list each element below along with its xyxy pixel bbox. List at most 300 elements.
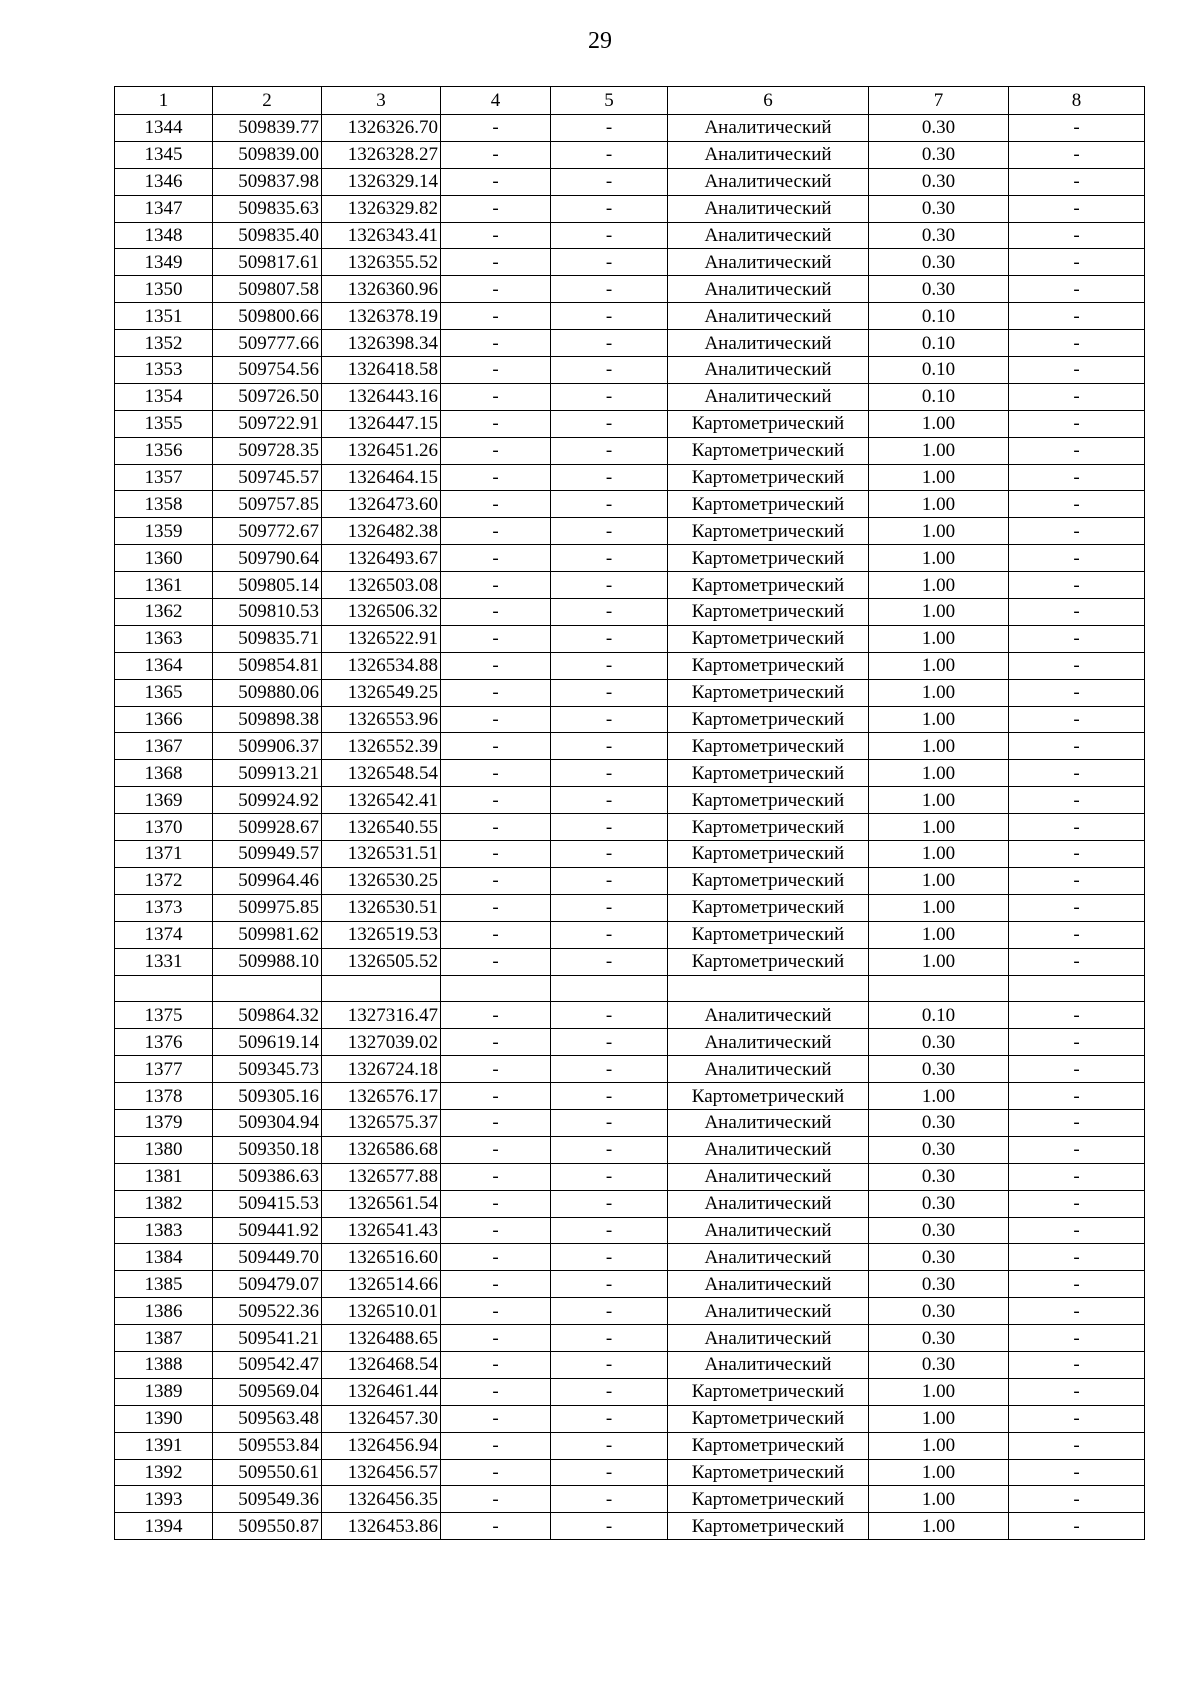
table-cell: - <box>1009 276 1145 303</box>
table-row <box>115 948 1145 975</box>
table-cell: - <box>551 733 668 760</box>
table-cell: 1326506.32 <box>322 599 441 626</box>
table-cell: 1381 <box>115 1163 213 1190</box>
table-cell: - <box>441 1325 551 1352</box>
table-cell: Картометрический <box>668 652 869 679</box>
table-cell: - <box>551 679 668 706</box>
table-cell: - <box>1009 894 1145 921</box>
table-cell: 0.30 <box>869 1351 1009 1378</box>
table-cell: - <box>441 572 551 599</box>
table-row <box>115 1459 1145 1486</box>
table-cell: - <box>1009 1486 1145 1513</box>
table-cell: Картометрический <box>668 921 869 948</box>
table-row <box>115 249 1145 276</box>
table-cell: - <box>441 625 551 652</box>
table-cell: 1363 <box>115 625 213 652</box>
table-row <box>115 1271 1145 1298</box>
table-cell: 1369 <box>115 787 213 814</box>
table-cell: - <box>441 1056 551 1083</box>
table-cell: 509304.94 <box>213 1109 322 1136</box>
table-cell: 1379 <box>115 1109 213 1136</box>
table-cell: Картометрический <box>668 572 869 599</box>
table-cell: - <box>441 383 551 410</box>
table-cell: - <box>551 1217 668 1244</box>
table-cell: - <box>1009 437 1145 464</box>
table-cell: Картометрический <box>668 733 869 760</box>
table-cell: 1345 <box>115 141 213 168</box>
table-cell: 509563.48 <box>213 1405 322 1432</box>
table-cell: - <box>441 760 551 787</box>
table-cell: 1344 <box>115 115 213 142</box>
table-cell: 1349 <box>115 249 213 276</box>
table-cell: 1.00 <box>869 491 1009 518</box>
table-cell: 1371 <box>115 841 213 868</box>
table-cell: 0.30 <box>869 195 1009 222</box>
table-cell: 1391 <box>115 1432 213 1459</box>
table-cell: 509345.73 <box>213 1056 322 1083</box>
table-row <box>115 1244 1145 1271</box>
table-cell: 1326457.30 <box>322 1405 441 1432</box>
table-cell: - <box>1009 1109 1145 1136</box>
table-row <box>115 1432 1145 1459</box>
column-header: 7 <box>869 87 1009 115</box>
table-cell: - <box>441 867 551 894</box>
table-cell: - <box>441 491 551 518</box>
column-header: 4 <box>441 87 551 115</box>
table-cell: - <box>1009 921 1145 948</box>
table-cell: Аналитический <box>668 1002 869 1029</box>
table-cell: 509817.61 <box>213 249 322 276</box>
table-row <box>115 652 1145 679</box>
table-cell: - <box>551 518 668 545</box>
table-cell: - <box>551 921 668 948</box>
table-cell: - <box>441 1190 551 1217</box>
table-cell: 509542.47 <box>213 1351 322 1378</box>
table-cell: Картометрический <box>668 1378 869 1405</box>
table-cell: 1326519.53 <box>322 921 441 948</box>
table-cell: - <box>551 545 668 572</box>
table-cell: 1357 <box>115 464 213 491</box>
table-cell: 509805.14 <box>213 572 322 599</box>
table-cell: - <box>1009 1163 1145 1190</box>
table-cell: - <box>1009 222 1145 249</box>
table-cell: 1387 <box>115 1325 213 1352</box>
table-row <box>115 168 1145 195</box>
table-row <box>115 894 1145 921</box>
table-cell: 509550.87 <box>213 1513 322 1540</box>
table-cell: 1.00 <box>869 652 1009 679</box>
table-cell: 1360 <box>115 545 213 572</box>
table-cell: 1326576.17 <box>322 1083 441 1110</box>
table-cell: 1394 <box>115 1513 213 1540</box>
table-cell: 1377 <box>115 1056 213 1083</box>
table-cell: Картометрический <box>668 437 869 464</box>
table-row <box>115 1002 1145 1029</box>
table-cell: - <box>1009 652 1145 679</box>
table-cell: 1326549.25 <box>322 679 441 706</box>
coordinates-table <box>114 86 1145 1540</box>
table-cell: 509549.36 <box>213 1486 322 1513</box>
table-cell: - <box>1009 168 1145 195</box>
table-cell: Аналитический <box>668 1029 869 1056</box>
table-cell: - <box>441 330 551 357</box>
table-cell: - <box>551 330 668 357</box>
table-cell: 509835.63 <box>213 195 322 222</box>
table-cell: - <box>1009 249 1145 276</box>
table-cell: 509898.38 <box>213 706 322 733</box>
table-row <box>115 867 1145 894</box>
table-cell: 509800.66 <box>213 303 322 330</box>
table-cell: 509777.66 <box>213 330 322 357</box>
table-cell: - <box>441 787 551 814</box>
table-cell: 509569.04 <box>213 1378 322 1405</box>
table-cell: - <box>551 760 668 787</box>
table-cell: 509386.63 <box>213 1163 322 1190</box>
table-cell: 1326586.68 <box>322 1136 441 1163</box>
table-cell: - <box>551 599 668 626</box>
table-cell: - <box>441 1459 551 1486</box>
table-cell: 1346 <box>115 168 213 195</box>
table-cell: 1326343.41 <box>322 222 441 249</box>
table-cell: 1.00 <box>869 894 1009 921</box>
table-cell: 509772.67 <box>213 518 322 545</box>
table-header-row <box>115 87 1145 115</box>
table-cell: - <box>551 652 668 679</box>
table-cell: - <box>1009 706 1145 733</box>
table-row <box>115 814 1145 841</box>
table-cell: - <box>551 1459 668 1486</box>
table-cell: 1373 <box>115 894 213 921</box>
table-cell: 509541.21 <box>213 1325 322 1352</box>
table-cell: 509906.37 <box>213 733 322 760</box>
table-row <box>115 1405 1145 1432</box>
table-cell: Аналитический <box>668 1056 869 1083</box>
table-cell: 1386 <box>115 1298 213 1325</box>
table-cell: 509745.57 <box>213 464 322 491</box>
table-cell: 0.30 <box>869 249 1009 276</box>
table-cell: - <box>1009 357 1145 384</box>
table-cell: - <box>1009 1190 1145 1217</box>
table-cell: - <box>441 1351 551 1378</box>
table-cell: 0.30 <box>869 1190 1009 1217</box>
table-cell: 0.30 <box>869 168 1009 195</box>
table-cell: 1385 <box>115 1271 213 1298</box>
table-cell: - <box>1009 491 1145 518</box>
table-cell: 1.00 <box>869 464 1009 491</box>
table-cell: 1326329.14 <box>322 168 441 195</box>
table-cell: - <box>551 437 668 464</box>
table-cell: Аналитический <box>668 1271 869 1298</box>
table-cell: - <box>441 1029 551 1056</box>
table-row <box>115 1136 1145 1163</box>
table-cell: - <box>551 276 668 303</box>
table-row <box>115 1056 1145 1083</box>
table-cell: - <box>441 1513 551 1540</box>
table-cell: Картометрический <box>668 814 869 841</box>
table-cell: - <box>551 1083 668 1110</box>
table-cell: 0.30 <box>869 1271 1009 1298</box>
table-cell: 1326488.65 <box>322 1325 441 1352</box>
table-cell: - <box>441 733 551 760</box>
table-cell: 1326531.51 <box>322 841 441 868</box>
table-cell: Аналитический <box>668 330 869 357</box>
table-row <box>115 1217 1145 1244</box>
table-cell: - <box>551 841 668 868</box>
table-cell: Аналитический <box>668 249 869 276</box>
column-header: 1 <box>115 87 213 115</box>
table-cell <box>551 975 668 1002</box>
table-cell: - <box>441 168 551 195</box>
table-cell: 1327039.02 <box>322 1029 441 1056</box>
table-cell: - <box>551 1486 668 1513</box>
table-cell: Картометрический <box>668 760 869 787</box>
table-cell: 1326542.41 <box>322 787 441 814</box>
table-cell: 1.00 <box>869 760 1009 787</box>
table-cell: - <box>441 1405 551 1432</box>
table-cell: - <box>551 464 668 491</box>
table-cell: Аналитический <box>668 357 869 384</box>
table-cell: Картометрический <box>668 948 869 975</box>
table-cell: - <box>551 1190 668 1217</box>
table-cell: 1389 <box>115 1378 213 1405</box>
table-cell: Картометрический <box>668 491 869 518</box>
table-cell: - <box>1009 841 1145 868</box>
table-cell: Картометрический <box>668 518 869 545</box>
table-cell: 1326456.35 <box>322 1486 441 1513</box>
table-cell: - <box>1009 867 1145 894</box>
table-cell: - <box>551 141 668 168</box>
table-cell: - <box>551 1163 668 1190</box>
table-cell: Картометрический <box>668 894 869 921</box>
table-cell: 1370 <box>115 814 213 841</box>
table-cell: - <box>551 787 668 814</box>
table-cell: 1326530.25 <box>322 867 441 894</box>
table-cell: - <box>1009 679 1145 706</box>
table-cell: - <box>551 1432 668 1459</box>
table-cell: - <box>551 410 668 437</box>
table-cell: 509975.85 <box>213 894 322 921</box>
table-row <box>115 841 1145 868</box>
table-cell: Картометрический <box>668 599 869 626</box>
table-cell: 1361 <box>115 572 213 599</box>
table-cell: 1.00 <box>869 733 1009 760</box>
table-cell: - <box>551 168 668 195</box>
table-cell: - <box>551 1378 668 1405</box>
table-cell: 1383 <box>115 1217 213 1244</box>
table-cell: - <box>1009 1351 1145 1378</box>
table-cell: 509981.62 <box>213 921 322 948</box>
table-cell: 1.00 <box>869 706 1009 733</box>
table-cell: - <box>441 894 551 921</box>
table-cell: - <box>441 1217 551 1244</box>
table-cell: 1326530.51 <box>322 894 441 921</box>
table-cell: - <box>1009 1325 1145 1352</box>
table-cell: - <box>551 383 668 410</box>
table-cell: - <box>1009 948 1145 975</box>
table-cell: 1350 <box>115 276 213 303</box>
table-cell: Картометрический <box>668 625 869 652</box>
table-cell: Картометрический <box>668 841 869 868</box>
table-cell: 1374 <box>115 921 213 948</box>
table-cell: - <box>551 706 668 733</box>
table-cell: - <box>1009 787 1145 814</box>
table-cell: 509728.35 <box>213 437 322 464</box>
table-cell: Картометрический <box>668 787 869 814</box>
table-row <box>115 141 1145 168</box>
table-cell: 1356 <box>115 437 213 464</box>
table-cell: 1326577.88 <box>322 1163 441 1190</box>
table-cell: 1393 <box>115 1486 213 1513</box>
table-cell: 1326548.54 <box>322 760 441 787</box>
table-cell: - <box>1009 330 1145 357</box>
table-cell: 1.00 <box>869 625 1009 652</box>
table-row <box>115 1029 1145 1056</box>
table-cell: 0.10 <box>869 383 1009 410</box>
column-header: 3 <box>322 87 441 115</box>
table-cell: 1.00 <box>869 410 1009 437</box>
table-cell: 509835.71 <box>213 625 322 652</box>
table-cell: Картометрический <box>668 410 869 437</box>
table-cell: - <box>441 1378 551 1405</box>
table-cell: Картометрический <box>668 1432 869 1459</box>
table-cell: 1326534.88 <box>322 652 441 679</box>
table-cell: 1326540.55 <box>322 814 441 841</box>
table-row <box>115 303 1145 330</box>
table-row <box>115 410 1145 437</box>
table-cell: - <box>551 572 668 599</box>
table-row <box>115 787 1145 814</box>
table-cell: 1.00 <box>869 518 1009 545</box>
table-cell: 1326328.27 <box>322 141 441 168</box>
table-cell <box>213 975 322 1002</box>
table-row <box>115 1298 1145 1325</box>
table-cell: - <box>441 1298 551 1325</box>
table-cell: 1326326.70 <box>322 115 441 142</box>
table-row <box>115 625 1145 652</box>
table-cell: 1355 <box>115 410 213 437</box>
table-cell: 1326552.39 <box>322 733 441 760</box>
table-cell: - <box>441 1002 551 1029</box>
table-cell: 509964.46 <box>213 867 322 894</box>
table-cell: - <box>551 1056 668 1083</box>
table-cell: 509837.98 <box>213 168 322 195</box>
table-cell <box>869 975 1009 1002</box>
table-cell: - <box>441 706 551 733</box>
table-cell: - <box>551 625 668 652</box>
table-cell: 1367 <box>115 733 213 760</box>
table-cell <box>668 975 869 1002</box>
table-cell: 1.00 <box>869 679 1009 706</box>
table-cell: 0.30 <box>869 1029 1009 1056</box>
table-cell <box>322 975 441 1002</box>
table-row <box>115 1486 1145 1513</box>
table-cell: 1326360.96 <box>322 276 441 303</box>
table-cell: 1326447.15 <box>322 410 441 437</box>
table-cell: - <box>1009 1083 1145 1110</box>
table-cell: - <box>441 222 551 249</box>
table-cell: Аналитический <box>668 383 869 410</box>
table-cell: 0.30 <box>869 1244 1009 1271</box>
table-cell: Аналитический <box>668 1244 869 1271</box>
table-cell: 1326514.66 <box>322 1271 441 1298</box>
table-cell: Аналитический <box>668 1109 869 1136</box>
table-cell: - <box>1009 1136 1145 1163</box>
table-cell: 509864.32 <box>213 1002 322 1029</box>
table-cell: 0.30 <box>869 1109 1009 1136</box>
table-cell: 1390 <box>115 1405 213 1432</box>
table-cell: - <box>441 599 551 626</box>
table-cell: Картометрический <box>668 1083 869 1110</box>
table-cell: 0.30 <box>869 1298 1009 1325</box>
table-row <box>115 195 1145 222</box>
table-cell: 509854.81 <box>213 652 322 679</box>
table-cell: 1326456.57 <box>322 1459 441 1486</box>
table-cell: 509553.84 <box>213 1432 322 1459</box>
table-cell: - <box>1009 303 1145 330</box>
table-cell: 1368 <box>115 760 213 787</box>
table-cell: - <box>551 1244 668 1271</box>
table-cell: - <box>1009 1459 1145 1486</box>
table-cell: - <box>441 652 551 679</box>
table-cell: 0.10 <box>869 1002 1009 1029</box>
table-cell: Картометрический <box>668 1486 869 1513</box>
table-row <box>115 115 1145 142</box>
table-cell: - <box>441 303 551 330</box>
table-cell: - <box>441 545 551 572</box>
table-cell: - <box>551 115 668 142</box>
table-cell: Картометрический <box>668 679 869 706</box>
table-cell: - <box>1009 141 1145 168</box>
table-cell: 509790.64 <box>213 545 322 572</box>
table-cell: 1.00 <box>869 599 1009 626</box>
table-cell: 509479.07 <box>213 1271 322 1298</box>
table-cell: Картометрический <box>668 545 869 572</box>
table-cell: 509550.61 <box>213 1459 322 1486</box>
table-cell: 509810.53 <box>213 599 322 626</box>
table-cell: Аналитический <box>668 1136 869 1163</box>
table-cell: 0.30 <box>869 115 1009 142</box>
table-cell: - <box>441 1109 551 1136</box>
table-cell: - <box>1009 733 1145 760</box>
table-cell: 1353 <box>115 357 213 384</box>
table-cell: - <box>551 867 668 894</box>
table-cell: 1388 <box>115 1351 213 1378</box>
table-cell: 509726.50 <box>213 383 322 410</box>
table-cell: Аналитический <box>668 141 869 168</box>
table-cell: - <box>1009 1405 1145 1432</box>
table-cell: - <box>551 1109 668 1136</box>
table-row <box>115 921 1145 948</box>
table-cell: - <box>551 357 668 384</box>
table-cell: 1326355.52 <box>322 249 441 276</box>
page-number: 29 <box>588 28 612 54</box>
table-cell: 1326516.60 <box>322 1244 441 1271</box>
table-cell: 1.00 <box>869 1432 1009 1459</box>
table-cell: 509522.36 <box>213 1298 322 1325</box>
table-cell: - <box>1009 464 1145 491</box>
table-cell: 509924.92 <box>213 787 322 814</box>
table-cell: 1326398.34 <box>322 330 441 357</box>
table-row <box>115 1513 1145 1540</box>
table-cell: - <box>1009 814 1145 841</box>
table-cell: - <box>441 921 551 948</box>
table-cell: 509619.14 <box>213 1029 322 1056</box>
table-cell: 1392 <box>115 1459 213 1486</box>
table-cell: - <box>551 195 668 222</box>
table-cell: - <box>1009 115 1145 142</box>
table-row <box>115 276 1145 303</box>
table-cell: 1326456.94 <box>322 1432 441 1459</box>
